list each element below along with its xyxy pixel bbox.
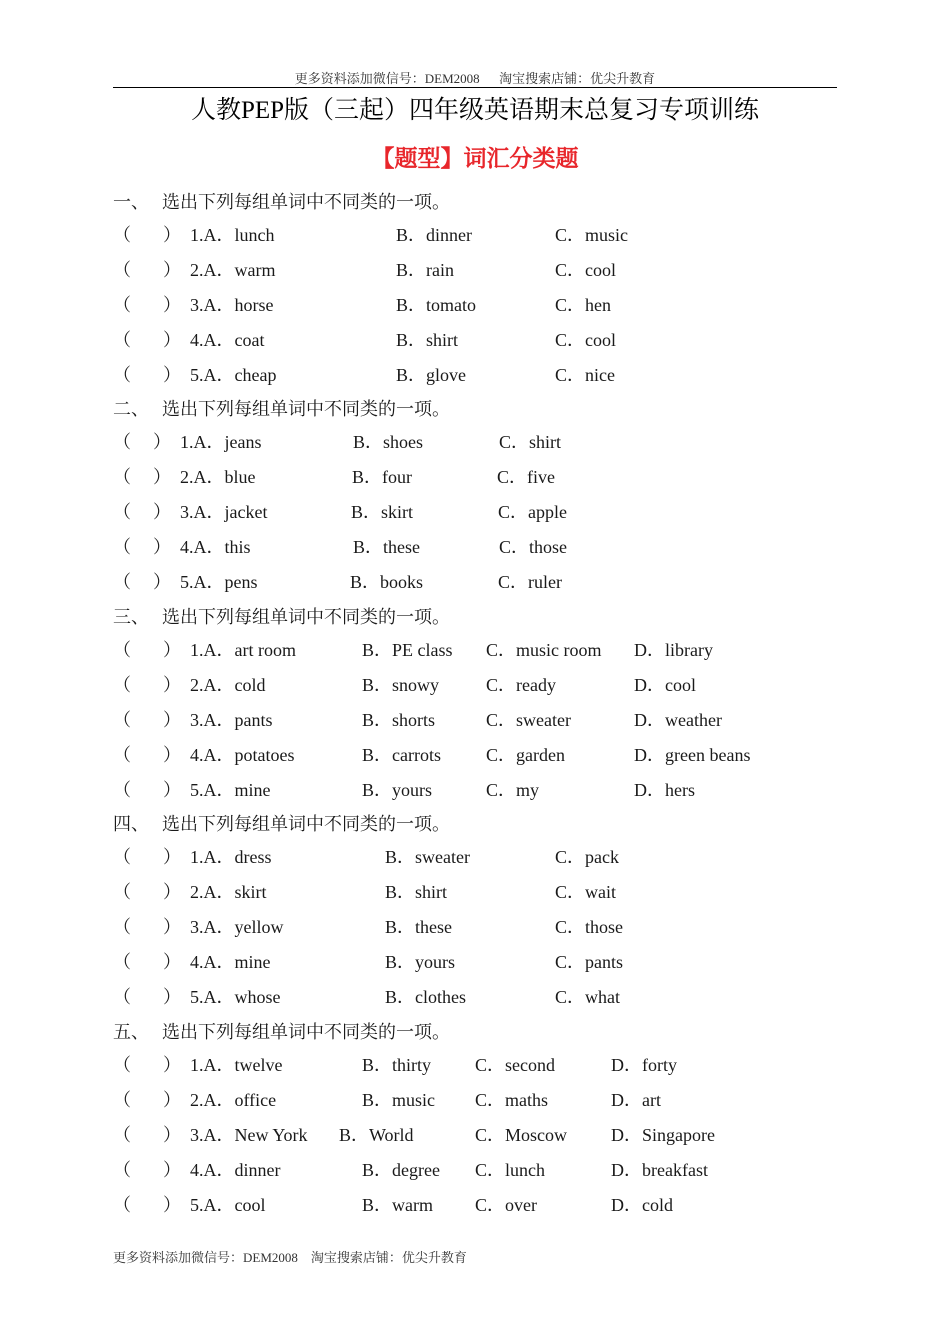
option-c: C．cool [555,330,616,350]
option-c: C．lunch [475,1160,545,1180]
option-c: C．those [499,537,568,557]
option-a: 5.A．mine [190,780,271,800]
answer-bracket-open[interactable]: （ [113,260,131,280]
option-b: B．yours [362,780,433,800]
section-number: 二、 [113,399,149,419]
option-b: B．World [339,1125,414,1145]
option-b: B．glove [396,365,466,385]
option-b: B．these [353,537,420,557]
option-b: B．shirt [396,330,459,350]
option-b: B．PE class [362,640,453,660]
option-b: B．shorts [362,710,436,730]
answer-bracket-close: ） [163,987,181,1007]
answer-bracket-open[interactable]: （ [113,1090,131,1110]
option-b: B．four [352,467,412,487]
option-c: C．garden [486,745,565,765]
option-a: 2.A．skirt [190,882,267,902]
option-c: C．apple [498,502,567,522]
answer-bracket-close: ） [163,745,181,765]
section-instruction: 选出下列每组单词中不同类的一项。 [162,1022,450,1042]
option-c: C．Moscow [475,1125,568,1145]
option-b: B．rain [396,260,454,280]
option-a: 4.A．dinner [190,1160,281,1180]
option-b: B．degree [362,1160,440,1180]
option-d: D．breakfast [611,1160,708,1180]
section-instruction: 选出下列每组单词中不同类的一项。 [162,814,450,834]
option-a: 4.A．potatoes [190,745,295,765]
answer-bracket-open[interactable]: （ [113,675,131,695]
option-a: 1.A．dress [190,847,272,867]
option-a: 2.A．warm [190,260,276,280]
option-c: C．my [486,780,540,800]
option-b: B．shoes [353,432,424,452]
answer-bracket-open[interactable]: （ [113,917,131,937]
option-b: B．shirt [385,882,448,902]
answer-bracket-close: ） [153,502,171,522]
option-d: D．hers [634,780,695,800]
answer-bracket-open[interactable]: （ [113,745,131,765]
answer-bracket-close: ） [163,1055,181,1075]
option-b: B．books [350,572,424,592]
option-c: C．over [475,1195,537,1215]
answer-bracket-close: ） [163,1125,181,1145]
answer-bracket-close: ） [153,537,171,557]
option-c: C．hen [555,295,611,315]
page-subtitle: 【题型】词汇分类题 [371,146,579,172]
answer-bracket-open[interactable]: （ [113,882,131,902]
option-b: B．sweater [385,847,470,867]
answer-bracket-open[interactable]: （ [113,1055,131,1075]
option-d: D．cold [611,1195,673,1215]
answer-bracket-open[interactable]: （ [113,780,131,800]
option-b: B．tomato [396,295,476,315]
section-heading [113,811,450,837]
answer-bracket-close: ） [163,640,181,660]
option-c: C．pack [555,847,619,867]
option-b: B．skirt [351,502,414,522]
option-c: C．pants [555,952,624,972]
answer-bracket-close: ） [163,952,181,972]
option-a: 5.A．pens [180,572,258,592]
option-a: 5.A．whose [190,987,281,1007]
option-d: D．green beans [634,745,751,765]
option-a: 2.A．cold [190,675,266,695]
answer-bracket-open[interactable]: （ [113,467,131,487]
answer-bracket-close: ） [153,432,171,452]
answer-bracket-open[interactable]: （ [113,225,131,245]
answer-bracket-open[interactable]: （ [113,572,131,592]
option-a: 1.A．twelve [190,1055,283,1075]
section-number: 三、 [113,607,149,627]
option-b: B．these [385,917,452,937]
option-a: 3.A．pants [190,710,273,730]
option-b: B．dinner [396,225,472,245]
option-c: C．music [555,225,629,245]
option-a: 4.A．mine [190,952,271,972]
answer-bracket-open[interactable]: （ [113,1125,131,1145]
option-c: C．nice [555,365,615,385]
option-a: 2.A．blue [180,467,256,487]
page-title: 人教PEP版（三起）四年级英语期末总复习专项训练 [190,97,760,124]
option-d: D．library [634,640,713,660]
answer-bracket-close: ） [163,225,181,245]
answer-bracket-close: ） [163,710,181,730]
answer-bracket-close: ） [163,847,181,867]
option-c: C．sweater [486,710,571,730]
answer-bracket-close: ） [163,1160,181,1180]
option-b: B．snowy [362,675,440,695]
answer-bracket-open[interactable]: （ [113,1195,131,1215]
option-c: C．ruler [498,572,562,592]
answer-bracket-close: ） [153,572,171,592]
option-d: D．forty [611,1055,677,1075]
option-a: 4.A．this [180,537,251,557]
section-heading [113,1019,450,1045]
section-number: 一、 [113,192,149,212]
header-note: 更多资料添加微信号：DEM2008 淘宝搜索店铺：优尖升教育 [294,71,656,86]
answer-bracket-close: ） [163,330,181,350]
option-a: 1.A．lunch [190,225,275,245]
option-c: C．five [497,467,555,487]
answer-bracket-close: ） [163,260,181,280]
answer-bracket-close: ） [163,1090,181,1110]
option-a: 3.A．yellow [190,917,284,937]
option-a: 1.A．jeans [180,432,262,452]
option-c: C．maths [475,1090,549,1110]
option-c: C．cool [555,260,616,280]
answer-bracket-open[interactable]: （ [113,640,131,660]
answer-bracket-close: ） [163,780,181,800]
answer-bracket-open[interactable]: （ [113,987,131,1007]
answer-bracket-open[interactable]: （ [113,365,131,385]
section-heading [113,189,450,215]
option-a: 1.A．art room [190,640,296,660]
header-rule [113,87,837,88]
answer-bracket-open[interactable]: （ [113,330,131,350]
option-c: C．music room [486,640,602,660]
option-d: D．art [611,1090,661,1110]
answer-bracket-open[interactable]: （ [113,295,131,315]
option-b: B．clothes [385,987,466,1007]
option-b: B．thirty [362,1055,432,1075]
answer-bracket-open[interactable]: （ [113,710,131,730]
option-b: B．music [362,1090,436,1110]
option-a: 4.A．coat [190,330,265,350]
option-c: C．shirt [499,432,562,452]
section-instruction: 选出下列每组单词中不同类的一项。 [162,607,450,627]
answer-bracket-close: ） [163,1195,181,1215]
section-instruction: 选出下列每组单词中不同类的一项。 [162,399,450,419]
option-a: 2.A．office [190,1090,277,1110]
answer-bracket-close: ） [163,882,181,902]
option-a: 5.A．cheap [190,365,277,385]
answer-bracket-close: ） [163,365,181,385]
footer-note: 更多资料添加微信号：DEM2008 淘宝搜索店铺：优尖升教育 [113,1250,467,1265]
option-c: C．second [475,1055,555,1075]
answer-bracket-open[interactable]: （ [113,1160,131,1180]
answer-bracket-open[interactable]: （ [113,432,131,452]
section-number: 四、 [113,814,149,834]
answer-bracket-open[interactable]: （ [113,952,131,972]
option-b: B．carrots [362,745,441,765]
option-a: 5.A．cool [190,1195,266,1215]
answer-bracket-close: ） [163,917,181,937]
option-d: D．weather [634,710,722,730]
answer-bracket-open[interactable]: （ [113,537,131,557]
answer-bracket-close: ） [153,467,171,487]
option-b: B．yours [385,952,456,972]
answer-bracket-open[interactable]: （ [113,847,131,867]
answer-bracket-close: ） [163,295,181,315]
section-number: 五、 [113,1022,149,1042]
section-heading [113,396,450,422]
section-heading [113,604,450,630]
option-a: 3.A．horse [190,295,274,315]
option-b: B．warm [362,1195,433,1215]
option-c: C．wait [555,882,616,902]
option-c: C．what [555,987,620,1007]
section-instruction: 选出下列每组单词中不同类的一项。 [162,192,450,212]
option-c: C．ready [486,675,556,695]
answer-bracket-close: ） [163,675,181,695]
option-a: 3.A．New York [190,1125,308,1145]
option-a: 3.A．jacket [180,502,268,522]
answer-bracket-open[interactable]: （ [113,502,131,522]
option-d: D．Singapore [611,1125,715,1145]
option-d: D．cool [634,675,696,695]
option-c: C．those [555,917,624,937]
